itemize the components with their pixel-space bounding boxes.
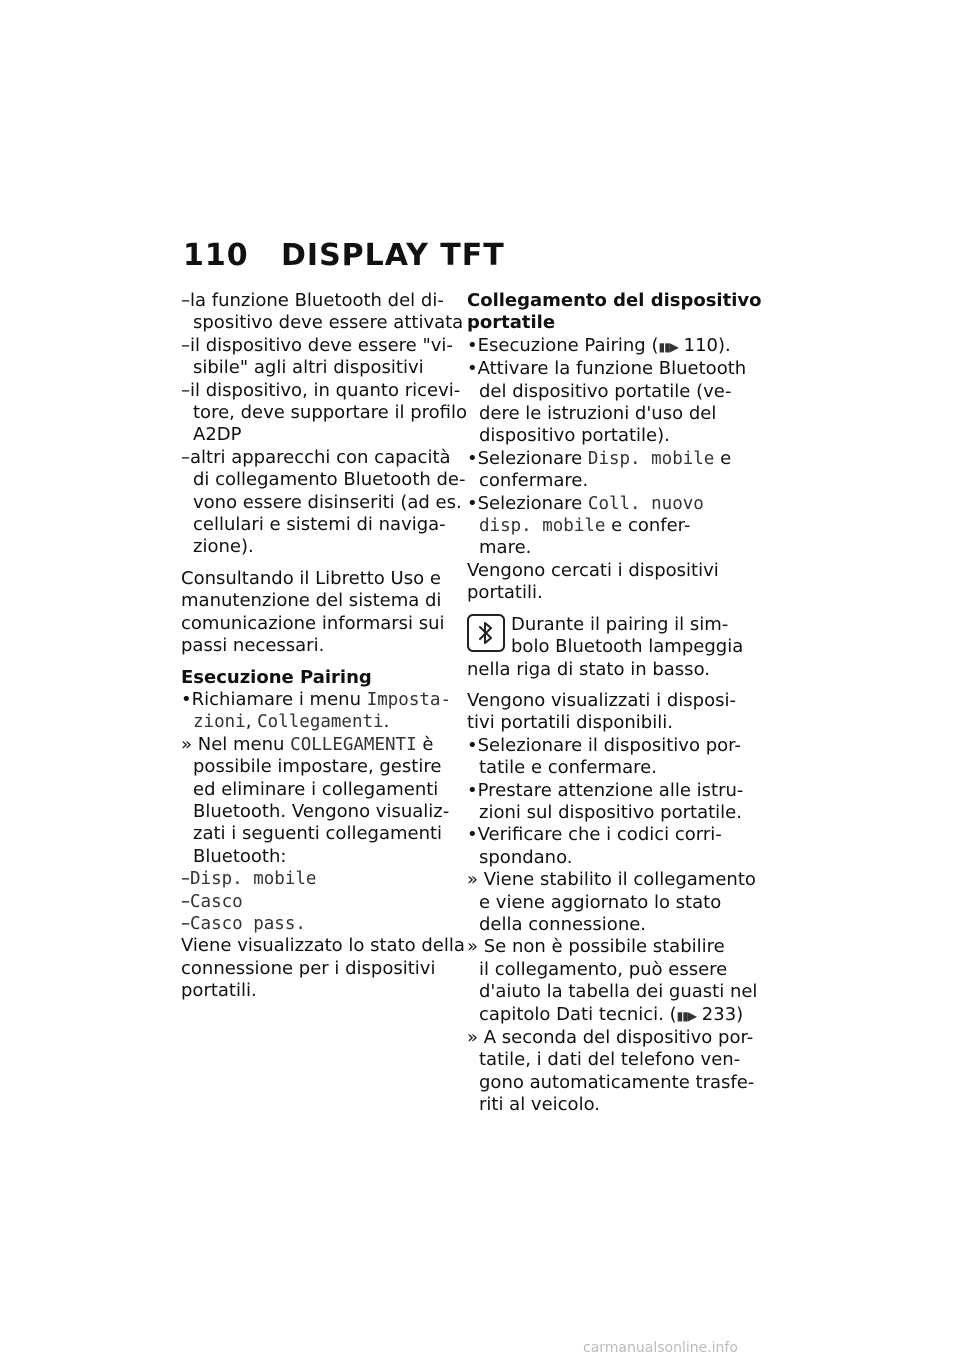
bullet-item: •Selezionare Disp. mobile e bbox=[467, 447, 732, 469]
page-ref-arrow-icon: ▮▮▶ bbox=[676, 1008, 697, 1023]
page-header bbox=[183, 238, 505, 273]
bluetooth-icon bbox=[467, 614, 505, 652]
result-item: » Se non è possibile stabilire bbox=[467, 936, 725, 958]
bullet-item: •Verificare che i codici corri- bbox=[467, 824, 722, 846]
paragraph-line: comunicazione informarsi sui bbox=[181, 612, 445, 634]
result-item-cont: Bluetooth. Vengono visualiz- bbox=[193, 800, 450, 822]
paragraph-line: manutenzione del sistema di bbox=[181, 590, 442, 612]
bullet-item: •Esecuzione Pairing (▮▮▶ 110). bbox=[467, 334, 731, 356]
bluetooth-note bbox=[467, 614, 742, 681]
result-item-cont: ed eliminare i collegamenti bbox=[193, 778, 439, 800]
result-item: » Nel menu COLLEGAMENTI è bbox=[181, 733, 434, 755]
list-item-cont: cellulari e sistemi di naviga- bbox=[193, 514, 446, 536]
paragraph-line: portatili. bbox=[181, 980, 257, 1002]
bullet-item-cont: mare. bbox=[479, 537, 532, 559]
list-item: –il dispositivo deve essere "vi- bbox=[181, 334, 453, 356]
page-title: DISPLAY TFT bbox=[281, 238, 505, 273]
list-item-cont: sibile" agli altri dispositivi bbox=[193, 357, 424, 379]
note-line: Durante il pairing il sim- bbox=[511, 613, 729, 635]
list-item-cont: A2DP bbox=[193, 424, 242, 446]
result-item-cont: riti al veicolo. bbox=[479, 1094, 600, 1116]
bullet-item: •Selezionare il dispositivo por- bbox=[467, 734, 741, 756]
result-item-cont: tatile, i dati del telefono ven- bbox=[479, 1049, 741, 1071]
bullet-item-cont: zioni, Collegamenti. bbox=[193, 711, 390, 733]
paragraph-line: tivi portatili disponibili. bbox=[467, 712, 673, 734]
paragraph-line: connessione per i dispositivi bbox=[181, 957, 436, 979]
paragraph-line: Vengono cercati i dispositivi bbox=[467, 559, 719, 581]
result-item-cont: capitolo Dati tecnici. (▮▮▶ 233) bbox=[479, 1003, 744, 1025]
section-title: Collegamento del dispositivo bbox=[467, 290, 762, 311]
result-item-cont: e viene aggiornato lo stato bbox=[479, 891, 722, 913]
option-item: –Disp. mobile bbox=[181, 868, 317, 890]
list-item: –il dispositivo, in quanto ricevi- bbox=[181, 379, 461, 401]
note-line: nella riga di stato in basso. bbox=[467, 658, 710, 680]
result-item: » A seconda del dispositivo por- bbox=[467, 1027, 754, 1048]
page-number: 110 bbox=[183, 238, 249, 273]
bullet-item-cont: dere le istruzioni d'uso del bbox=[479, 403, 717, 425]
result-item-cont: gono automaticamente trasfe- bbox=[479, 1071, 755, 1093]
paragraph-line: Viene visualizzato lo stato della bbox=[181, 935, 465, 957]
bullet-item: •Richiamare i menu Imposta- bbox=[181, 688, 451, 710]
bullet-item-cont: confermare. bbox=[479, 470, 589, 492]
list-item-cont: vono essere disinseriti (ad es. bbox=[193, 491, 462, 513]
bullet-item: •Attivare la funzione Bluetooth bbox=[467, 358, 747, 380]
result-item-cont: della connessione. bbox=[479, 913, 647, 935]
note-line: bolo Bluetooth lampeggia bbox=[511, 636, 744, 658]
page-ref-arrow-icon: ▮▮▶ bbox=[658, 339, 678, 354]
right-column bbox=[467, 290, 762, 1117]
bullet-item-cont: del dispositivo portatile (ve- bbox=[479, 380, 732, 402]
result-item-cont: il collegamento, può essere bbox=[479, 958, 728, 980]
list-item-cont: zione). bbox=[193, 536, 254, 558]
result-item-cont: Bluetooth: bbox=[193, 845, 287, 867]
bullet-item-cont: spondano. bbox=[479, 846, 573, 868]
paragraph-line: Consultando il Libretto Uso e bbox=[181, 567, 441, 589]
paragraph-line: portatili. bbox=[467, 582, 543, 604]
watermark: carmanualsonline.info bbox=[583, 1340, 738, 1356]
section-title-cont: portatile bbox=[467, 312, 556, 334]
list-item: –altri apparecchi con capacità bbox=[181, 446, 451, 468]
list-item-cont: di collegamento Bluetooth de- bbox=[193, 469, 466, 491]
option-item: –Casco bbox=[181, 890, 243, 912]
bullet-item-cont: zioni sul dispositivo portatile. bbox=[479, 801, 742, 823]
result-item-cont: d'aiuto la tabella dei guasti nel bbox=[479, 981, 758, 1003]
bullet-item-cont: dispositivo portatile). bbox=[479, 425, 670, 447]
section-title: Esecuzione Pairing bbox=[181, 666, 372, 688]
bullet-item: •Selezionare Coll. nuovo bbox=[467, 492, 704, 514]
result-item: » Viene stabilito il collegamento bbox=[467, 869, 756, 891]
paragraph-line: Vengono visualizzati i disposi- bbox=[467, 689, 736, 711]
list-item-cont: tore, deve supportare il profilo bbox=[193, 402, 467, 424]
list-item: –la funzione Bluetooth del di- bbox=[181, 290, 444, 311]
list-item-cont: spositivo deve essere attivata bbox=[193, 312, 464, 334]
bullet-item-cont: tatile e confermare. bbox=[479, 757, 657, 779]
option-item: –Casco pass. bbox=[181, 912, 306, 934]
result-item-cont: zati i seguenti collegamenti bbox=[193, 823, 443, 845]
bullet-item: •Prestare attenzione alle istru- bbox=[467, 779, 744, 801]
paragraph-line: passi necessari. bbox=[181, 635, 325, 657]
left-column bbox=[181, 290, 467, 1003]
result-item-cont: possibile impostare, gestire bbox=[193, 756, 442, 778]
bullet-item-cont: disp. mobile e confer- bbox=[479, 515, 691, 537]
